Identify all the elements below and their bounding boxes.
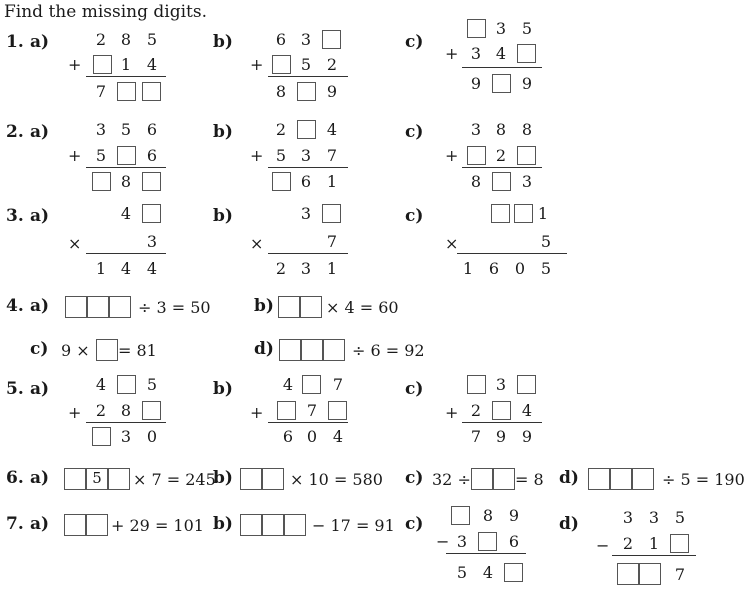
- missing-digit-box[interactable]: [92, 172, 111, 191]
- part-label-3a: a): [30, 206, 50, 226]
- digit: 1: [326, 259, 338, 278]
- missing-digit-box[interactable]: [632, 468, 654, 490]
- missing-digit-box[interactable]: [92, 427, 111, 446]
- digit: 8: [120, 401, 132, 420]
- plus-sign: +: [68, 55, 82, 74]
- part-label-7c: c): [405, 514, 424, 534]
- equation-text: 32 ÷: [432, 470, 471, 489]
- digit: 6: [488, 259, 500, 278]
- digit: 1: [537, 204, 549, 223]
- digit: 5: [275, 146, 287, 165]
- digit: 7: [95, 82, 107, 101]
- digit: 9: [521, 427, 533, 446]
- part-label-6d: d): [559, 468, 579, 488]
- digit: 9: [326, 82, 338, 101]
- sum-line: [268, 76, 348, 77]
- missing-digit-box[interactable]: [272, 55, 291, 74]
- digit: 7: [326, 146, 338, 165]
- part-label-6b: b): [213, 468, 233, 488]
- digit: 0: [306, 427, 318, 446]
- missing-digit-box[interactable]: [142, 82, 161, 101]
- digit: 1: [120, 55, 132, 74]
- digit: 9: [508, 506, 520, 525]
- part-label-1a: a): [30, 32, 50, 52]
- digit: 3: [300, 204, 312, 223]
- missing-digit-box[interactable]: [322, 204, 341, 223]
- missing-digit-box[interactable]: [467, 19, 486, 38]
- digit: 7: [674, 565, 686, 584]
- digit: 5: [540, 259, 552, 278]
- digit: 5: [674, 508, 686, 527]
- missing-digit-box[interactable]: [86, 514, 108, 536]
- missing-digit-box[interactable]: [117, 82, 136, 101]
- missing-digit-box[interactable]: [323, 339, 345, 361]
- missing-digit-box[interactable]: [142, 172, 161, 191]
- digit: 6: [146, 146, 158, 165]
- equation-text: − 17 = 91: [312, 516, 395, 535]
- part-label-2c: c): [405, 122, 424, 142]
- multiply-sign: ×: [250, 234, 264, 253]
- missing-digit-box[interactable]: [64, 468, 86, 490]
- digit: 3: [470, 120, 482, 139]
- missing-digit-box[interactable]: [478, 532, 497, 551]
- digit: 5: [146, 30, 158, 49]
- question-number-3: 3.: [6, 206, 24, 226]
- digit: 6: [508, 532, 520, 551]
- digit: 3: [622, 508, 634, 527]
- missing-digit-box[interactable]: [297, 82, 316, 101]
- plus-sign: +: [445, 403, 459, 422]
- multiply-sign: ×: [445, 234, 459, 253]
- missing-digit-box[interactable]: [517, 375, 536, 394]
- part-label-6a: a): [30, 468, 50, 488]
- equation-text: = 81: [118, 341, 157, 360]
- equation-text: ÷ 5 = 190: [662, 470, 745, 489]
- digit: 5: [521, 19, 533, 38]
- digit: 0: [514, 259, 526, 278]
- digit: 3: [95, 120, 107, 139]
- missing-digit-box[interactable]: [117, 146, 136, 165]
- missing-digit-box[interactable]: [451, 506, 470, 525]
- sum-line: [462, 422, 542, 423]
- missing-digit-box[interactable]: [670, 534, 689, 553]
- part-label-5c: c): [405, 379, 424, 399]
- missing-digit-box[interactable]: [471, 468, 493, 490]
- digit: 7: [332, 375, 344, 394]
- digit: 1: [648, 534, 660, 553]
- missing-digit-box[interactable]: [328, 401, 347, 420]
- digit: 6: [282, 427, 294, 446]
- missing-digit-box[interactable]: [514, 204, 533, 223]
- digit: 5: [95, 146, 107, 165]
- digit: 4: [521, 401, 533, 420]
- plus-sign: +: [445, 146, 459, 165]
- digit: 4: [146, 55, 158, 74]
- part-label-5a: a): [30, 379, 50, 399]
- equation-text: ÷ 6 = 92: [352, 341, 425, 360]
- minus-sign: −: [436, 532, 450, 551]
- missing-digit-box[interactable]: [278, 296, 300, 318]
- sum-line: [268, 167, 348, 168]
- digit: 3: [300, 259, 312, 278]
- minus-sign: −: [596, 536, 610, 555]
- digit: 8: [275, 82, 287, 101]
- part-label-1b: b): [213, 32, 233, 52]
- equation-text: × 4 = 60: [326, 298, 399, 317]
- digit: 4: [120, 204, 132, 223]
- missing-digit-box[interactable]: [493, 468, 515, 490]
- part-label-4b: b): [254, 296, 274, 316]
- missing-digit-box[interactable]: [109, 296, 131, 318]
- part-label-4d: d): [254, 339, 274, 359]
- digit: 2: [326, 55, 338, 74]
- question-number-6: 6.: [6, 468, 24, 488]
- missing-digit-box[interactable]: [322, 30, 341, 49]
- digit: 8: [470, 172, 482, 191]
- missing-digit-box[interactable]: [610, 468, 632, 490]
- digit: 3: [146, 232, 158, 251]
- question-number-7: 7.: [6, 514, 24, 534]
- digit: 1: [462, 259, 474, 278]
- sum-line: [86, 422, 166, 423]
- digit: 8: [495, 120, 507, 139]
- digit: 8: [482, 506, 494, 525]
- missing-digit-box[interactable]: [517, 146, 536, 165]
- product-line: [457, 253, 567, 254]
- digit: 4: [282, 375, 294, 394]
- digit: 8: [120, 30, 132, 49]
- digit: 2: [275, 259, 287, 278]
- digit: 9: [521, 74, 533, 93]
- digit: 2: [495, 146, 507, 165]
- question-number-1: 1.: [6, 32, 24, 52]
- sum-line: [462, 167, 542, 168]
- digit: 9: [470, 74, 482, 93]
- question-number-4: 4.: [6, 296, 24, 316]
- plus-sign: +: [250, 146, 264, 165]
- missing-digit-box[interactable]: [639, 563, 661, 585]
- missing-digit-box[interactable]: [142, 401, 161, 420]
- digit: 4: [482, 563, 494, 582]
- missing-digit-box[interactable]: [492, 74, 511, 93]
- page-title: Find the missing digits.: [4, 2, 207, 22]
- digit: 2: [95, 401, 107, 420]
- digit: 6: [275, 30, 287, 49]
- missing-digit-box[interactable]: [588, 468, 610, 490]
- missing-digit-box[interactable]: [142, 204, 161, 223]
- digit: 0: [146, 427, 158, 446]
- digit: 3: [120, 427, 132, 446]
- missing-digit-box[interactable]: [240, 468, 262, 490]
- multiply-sign: ×: [68, 234, 82, 253]
- missing-digit-box[interactable]: [272, 172, 291, 191]
- equation-text: × 10 = 580: [290, 470, 383, 489]
- digit: 2: [95, 30, 107, 49]
- digit: 4: [120, 259, 132, 278]
- given-digit-box: 5: [86, 468, 108, 490]
- digit: 5: [120, 120, 132, 139]
- part-label-2b: b): [213, 122, 233, 142]
- digit: 3: [456, 532, 468, 551]
- missing-digit-box[interactable]: [467, 375, 486, 394]
- part-label-7d: d): [559, 514, 579, 534]
- part-label-7b: b): [213, 514, 233, 534]
- digit: 2: [470, 401, 482, 420]
- missing-digit-box[interactable]: [277, 401, 296, 420]
- question-number-2: 2.: [6, 122, 24, 142]
- equation-text: ÷ 3 = 50: [138, 298, 211, 317]
- part-label-1c: c): [405, 32, 424, 52]
- part-label-3c: c): [405, 206, 424, 226]
- digit: 6: [146, 120, 158, 139]
- digit: 4: [326, 120, 338, 139]
- digit: 2: [275, 120, 287, 139]
- part-label-5b: b): [213, 379, 233, 399]
- sum-line: [86, 76, 166, 77]
- plus-sign: +: [445, 44, 459, 63]
- missing-digit-box[interactable]: [64, 514, 86, 536]
- digit: 9: [495, 427, 507, 446]
- digit: 4: [95, 375, 107, 394]
- digit: 5: [146, 375, 158, 394]
- difference-line: [612, 555, 696, 556]
- digit: 5: [300, 55, 312, 74]
- digit: 2: [622, 534, 634, 553]
- missing-digit-box[interactable]: [240, 514, 262, 536]
- plus-sign: +: [250, 403, 264, 422]
- missing-digit-box[interactable]: [302, 375, 321, 394]
- missing-digit-box[interactable]: [467, 146, 486, 165]
- equation-text: + 29 = 101: [111, 516, 204, 535]
- missing-digit-box[interactable]: [300, 296, 322, 318]
- missing-digit-box[interactable]: [65, 296, 87, 318]
- missing-digit-box[interactable]: [108, 468, 130, 490]
- digit: 8: [120, 172, 132, 191]
- missing-digit-box[interactable]: [492, 401, 511, 420]
- digit: 7: [306, 401, 318, 420]
- plus-sign: +: [250, 55, 264, 74]
- part-label-7a: a): [30, 514, 50, 534]
- sum-line: [268, 422, 348, 423]
- missing-digit-box[interactable]: [284, 514, 306, 536]
- equation-text: × 7 = 245: [133, 470, 216, 489]
- equation-text: = 8: [515, 470, 544, 489]
- product-line: [268, 253, 348, 254]
- plus-sign: +: [68, 403, 82, 422]
- digit: 3: [300, 30, 312, 49]
- missing-digit-box[interactable]: [93, 55, 112, 74]
- digit: 7: [326, 232, 338, 251]
- part-label-2a: a): [30, 122, 50, 142]
- digit: 3: [648, 508, 660, 527]
- digit: 3: [521, 172, 533, 191]
- missing-digit-box[interactable]: [491, 204, 510, 223]
- digit: 5: [456, 563, 468, 582]
- digit: 4: [495, 44, 507, 63]
- part-label-6c: c): [405, 468, 424, 488]
- part-label-3b: b): [213, 206, 233, 226]
- part-label-4a: a): [30, 296, 50, 316]
- digit: 5: [540, 232, 552, 251]
- missing-digit-box[interactable]: [504, 563, 523, 582]
- part-label-4c: c): [30, 339, 49, 359]
- equation-text: 9 ×: [61, 341, 90, 360]
- difference-line: [446, 553, 526, 554]
- sum-line: [86, 167, 166, 168]
- plus-sign: +: [68, 146, 82, 165]
- missing-digit-box[interactable]: [301, 339, 323, 361]
- missing-digit-box[interactable]: [262, 468, 284, 490]
- digit: 4: [146, 259, 158, 278]
- digit: 3: [495, 375, 507, 394]
- missing-digit-box[interactable]: [96, 339, 118, 361]
- digit: 6: [300, 172, 312, 191]
- missing-digit-box[interactable]: [87, 296, 109, 318]
- missing-digit-box[interactable]: [297, 120, 316, 139]
- digit: 4: [332, 427, 344, 446]
- sum-line: [462, 67, 542, 68]
- missing-digit-box[interactable]: [492, 172, 511, 191]
- missing-digit-box[interactable]: [262, 514, 284, 536]
- digit: 3: [300, 146, 312, 165]
- missing-digit-box[interactable]: [279, 339, 301, 361]
- digit: 7: [470, 427, 482, 446]
- digit: 1: [326, 172, 338, 191]
- product-line: [86, 253, 166, 254]
- digit: 1: [95, 259, 107, 278]
- digit: 8: [521, 120, 533, 139]
- missing-digit-box[interactable]: [617, 563, 639, 585]
- missing-digit-box[interactable]: [517, 44, 536, 63]
- digit: 3: [495, 19, 507, 38]
- digit: 3: [470, 44, 482, 63]
- missing-digit-box[interactable]: [117, 375, 136, 394]
- question-number-5: 5.: [6, 379, 24, 399]
